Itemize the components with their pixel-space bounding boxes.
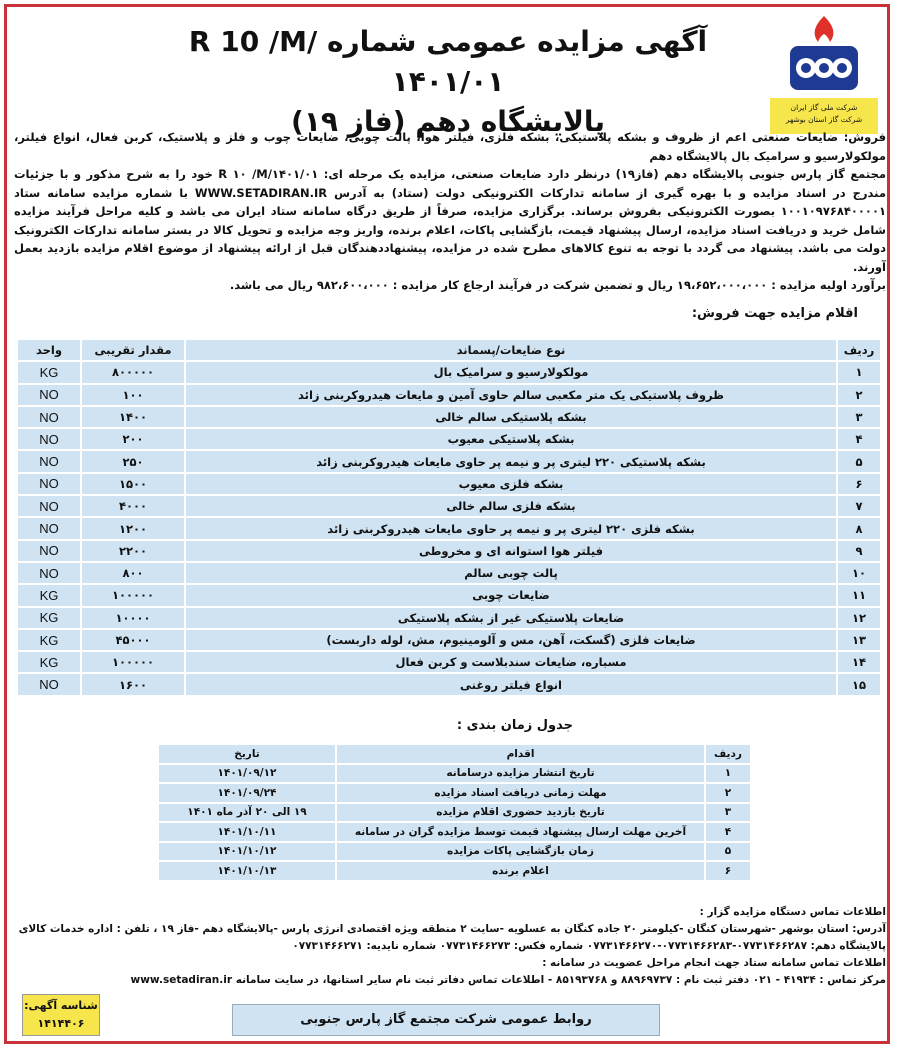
item-description: بشکه پلاستیکی معیوب [186, 429, 836, 449]
item-row-number: ۱۳ [838, 630, 880, 650]
item-unit: NO [18, 474, 80, 494]
item-quantity: ۱۰۰ [82, 385, 184, 405]
table-row [18, 518, 880, 538]
schedule-date: ۱۴۰۱/۱۰/۱۲ [159, 843, 335, 861]
item-unit: NO [18, 407, 80, 427]
schedule-heading: جدول زمان بندی : [456, 718, 573, 733]
schedule-date: ۱۴۰۱/۰۹/۱۲ [159, 765, 335, 783]
item-row-number: ۲ [838, 385, 880, 405]
title-line2: پالایشگاه دهم (فاز ۱۹) [291, 105, 605, 138]
col-header-description: نوع ضایعات/پسماند [186, 340, 836, 360]
schedule-row-number: ۲ [706, 784, 750, 802]
item-row-number: ۱۰ [838, 563, 880, 583]
schedule-action: زمان بازگشایی پاکات مزایده [337, 843, 704, 861]
item-description: بشکه فلزی معیوب [186, 474, 836, 494]
item-quantity: ۱۰۰۰۰۰ [82, 652, 184, 672]
item-unit: KG [18, 652, 80, 672]
intro-paragraph-3: برآورد اولیه مزایده : ۱۹،۶۵۲،۰۰۰،۰۰۰ ریال و تضمین شرکت در فرآیند ارجاع کار مزایده : ۹۸۲،۶۰۰،۰۰۰ ریال می باشد. [229, 278, 886, 292]
item-description: بشکه پلاستیکی سالم خالی [186, 407, 836, 427]
table-row [18, 608, 880, 628]
contact-info [14, 904, 886, 989]
item-description: پالت چوبی سالم [186, 563, 836, 583]
logo-block [770, 12, 878, 124]
table-row [159, 843, 750, 861]
table-row [159, 804, 750, 822]
schedule-table-header [159, 745, 750, 763]
table-row [18, 585, 880, 605]
item-description: مولکولارسیو و سرامیک بال [186, 362, 836, 382]
item-row-number: ۱۱ [838, 585, 880, 605]
schedule-date: ۱۴۰۱/۰۹/۲۴ [159, 784, 335, 802]
intro-paragraph-1: فروش: ضایعات صنعتی اعم از ظروف و بشکه پلاستیکی، بشکه فلزی، فیلتر هوا، پالت چوبی، ضایعات چوب و فلز و پلاستیک، کربن فعال، انواع فیلتر، مولکولارسیو و سرامیک بال پالایشگاه دهم [14, 130, 886, 163]
item-row-number: ۴ [838, 429, 880, 449]
item-row-number: ۱ [838, 362, 880, 382]
item-description: ضایعات پلاستیکی غیر از بشکه پلاستیکی [186, 608, 836, 628]
item-description: فیلتر هوا استوانه ای و مخروطی [186, 541, 836, 561]
schedule-action: تاریخ بازدید حضوری اقلام مزایده [337, 804, 704, 822]
item-unit: NO [18, 496, 80, 516]
item-quantity: ۲۰۰ [82, 429, 184, 449]
item-quantity: ۸۰۰ [82, 563, 184, 583]
item-quantity: ۸۰۰۰۰۰ [82, 362, 184, 382]
contact-address: آدرس: استان بوشهر -شهرستان کنگان -کیلومتر ۲۰ جاده کنگان به عسلویه -سایت ۲ منطقه ویژه اقتصادی انرژی پارس -پالایشگاه دهم -فاز ۱۹ ، تلفن : اداره خدمات کالای پالایشگاه دهم: ۰۷۷۳۱۴۶۶۲۸۷-۰۷۷۳۱۴۶۶۲۸۳-۰۷۷۳۱۴۶۶۲۷۰ شماره فکس: ۰۷۷۳۱۴۶۶۲۷۳ شماره نایدیه: ۰۷۷۳۱۴۶۶۲۷۱ [18, 923, 886, 952]
schedule-date: ۱۴۰۱/۱۰/۱۱ [159, 823, 335, 841]
ad-id-box [22, 994, 100, 1036]
sched-col-header-row-number: ردیف [706, 745, 750, 763]
schedule-row-number: ۶ [706, 862, 750, 880]
title-line1: آگهی مزایده عمومی شماره R 10 /M/۱۴۰۱/۰۱ [188, 25, 708, 98]
schedule-table [157, 743, 752, 882]
item-row-number: ۱۲ [838, 608, 880, 628]
item-row-number: ۷ [838, 496, 880, 516]
item-quantity: ۱۲۰۰ [82, 518, 184, 538]
intro-paragraph-2: مجتمع گاز پارس جنوبی پالایشگاه دهم (فاز۱۹) درنظر دارد ضایعات صنعتی، مزایده یک مرحله ای: R ۱۰ /M/۱۴۰۱/۰۱ خود را به شرح مذکور و با جزئیات مندرج در اسناد مزایده و با بهره گیری از سامانه تدارکات الکترونیکی دولت (ستاد) به آدرس WWW.SETADIRAN.IR با شماره مزایده سامانه ستاد ۱۰۰۱۰۹۷۶۸۴۰۰۰۰۱ بصورت الکترونیکی بفروش برساند. برگزاری مزایده، صرفاً از طریق درگاه سامانه ستاد ایران می باشد و کلیه مراحل فرآیند مزایده شامل خرید و دریافت اسناد مزایده، ارسال پیشنهاد قیمت، بازگشایی پاکات، اعلام برنده، واریز وجه مزایده و تحویل کالا در بستر سامانه تدارکات الکترونیک دولت می باشد. پیشنهاد می گردد با توجه به تنوع کالاهای مطرح شده در مزایده، پیشنهاددهندگان قبل از ارائه پیشنهاد از موضوع اقلام مزایده بازدید بعمل آورند. [14, 167, 886, 274]
schedule-row-number: ۴ [706, 823, 750, 841]
footer-banner: روابط عمومی شرکت مجتمع گاز پارس جنوبی [232, 1004, 660, 1036]
intro-text [14, 128, 886, 295]
table-row [18, 474, 880, 494]
item-unit: NO [18, 563, 80, 583]
table-row [18, 652, 880, 672]
schedule-date: ۱۴۰۱/۱۰/۱۳ [159, 862, 335, 880]
item-unit: KG [18, 608, 80, 628]
table-row [159, 823, 750, 841]
item-quantity: ۱۰۰۰۰ [82, 608, 184, 628]
sched-col-header-action: اقدام [337, 745, 704, 763]
item-quantity: ۴۵۰۰۰ [82, 630, 184, 650]
item-unit: KG [18, 630, 80, 650]
schedule-row-number: ۱ [706, 765, 750, 783]
table-row [18, 451, 880, 471]
item-quantity: ۱۵۰۰ [82, 474, 184, 494]
schedule-action: مهلت زمانی دریافت اسناد مزایده [337, 784, 704, 802]
table-row [18, 630, 880, 650]
item-row-number: ۱۵ [838, 674, 880, 694]
item-unit: KG [18, 585, 80, 605]
schedule-date: ۱۹ الی ۲۰ آذر ماه ۱۴۰۱ [159, 804, 335, 822]
ad-id-value: ۱۴۱۴۴۰۶ [37, 1017, 85, 1030]
schedule-action: اعلام برنده [337, 862, 704, 880]
table-row [18, 407, 880, 427]
logo-caption-line2: شرکت گاز استان بوشهر [785, 115, 863, 124]
setad-contact-heading: اطلاعات تماس سامانه ستاد جهت انجام مراحل عضویت در سامانه : [542, 957, 886, 969]
item-unit: NO [18, 674, 80, 694]
item-unit: NO [18, 451, 80, 471]
item-unit: NO [18, 518, 80, 538]
table-row [18, 541, 880, 561]
nigc-logo-icon [784, 12, 864, 96]
page-title [138, 22, 758, 142]
item-description: ضایعات فلزی (گسکت، آهن، مس و آلومینیوم، مش، لوله داربست) [186, 630, 836, 650]
item-description: ضایعات چوبی [186, 585, 836, 605]
item-unit: NO [18, 541, 80, 561]
item-unit: NO [18, 385, 80, 405]
item-quantity: ۲۲۰۰ [82, 541, 184, 561]
table-row [159, 765, 750, 783]
item-unit: NO [18, 429, 80, 449]
contact-heading: اطلاعات تماس دستگاه مزایده گزار : [699, 906, 886, 918]
table-row [18, 563, 880, 583]
table-row [18, 429, 880, 449]
table-row [159, 862, 750, 880]
schedule-action: تاریخ انتشار مزایده درسامانه [337, 765, 704, 783]
item-description: بشکه فلزی ۲۲۰ لیتری پر و نیمه پر حاوی مایعات هیدروکربنی زائد [186, 518, 836, 538]
table-row [159, 784, 750, 802]
schedule-action: آخرین مهلت ارسال پیشنهاد قیمت توسط مزایده گران در سامانه [337, 823, 704, 841]
item-description: بشکه پلاستیکی ۲۲۰ لیتری پر و نیمه پر حاوی مایعات هیدروکربنی زائد [186, 451, 836, 471]
table-row [18, 496, 880, 516]
item-row-number: ۸ [838, 518, 880, 538]
item-quantity: ۱۰۰۰۰۰ [82, 585, 184, 605]
items-table [16, 338, 882, 697]
col-header-unit: واحد [18, 340, 80, 360]
setad-contact-details: مرکز تماس : ۴۱۹۳۴ - ۰۲۱ دفتر ثبت نام : ۸۸۹۶۹۷۳۷ و ۸۵۱۹۳۷۶۸ - اطلاعات تماس دفاتر ثبت نام سایر استانها، در سایت سامانه www.setadiran.ir [130, 974, 886, 986]
schedule-row-number: ۳ [706, 804, 750, 822]
items-table-header [18, 340, 880, 360]
item-quantity: ۲۵۰ [82, 451, 184, 471]
item-row-number: ۳ [838, 407, 880, 427]
item-description: مسباره، ضایعات سندبلاست و کربن فعال [186, 652, 836, 672]
col-header-row-number: ردیف [838, 340, 880, 360]
col-header-quantity: مقدار تقریبی [82, 340, 184, 360]
item-row-number: ۶ [838, 474, 880, 494]
sched-col-header-date: تاریخ [159, 745, 335, 763]
item-description: ظروف پلاستیکی یک متر مکعبی سالم حاوی آمین و مایعات هیدروکربنی زائد [186, 385, 836, 405]
ad-id-label: شناسه آگهی: [24, 999, 98, 1012]
table-row [18, 362, 880, 382]
table-row [18, 385, 880, 405]
item-quantity: ۴۰۰۰ [82, 496, 184, 516]
item-row-number: ۱۴ [838, 652, 880, 672]
item-quantity: ۱۶۰۰ [82, 674, 184, 694]
item-quantity: ۱۴۰۰ [82, 407, 184, 427]
logo-caption-line1: شرکت ملی گاز ایران [790, 103, 858, 112]
items-heading: اقلام مزایده جهت فروش: [691, 306, 858, 321]
item-description: انواع فیلتر روغنی [186, 674, 836, 694]
table-row [18, 674, 880, 694]
item-unit: KG [18, 362, 80, 382]
item-row-number: ۵ [838, 451, 880, 471]
schedule-row-number: ۵ [706, 843, 750, 861]
item-description: بشکه فلزی سالم خالی [186, 496, 836, 516]
item-row-number: ۹ [838, 541, 880, 561]
